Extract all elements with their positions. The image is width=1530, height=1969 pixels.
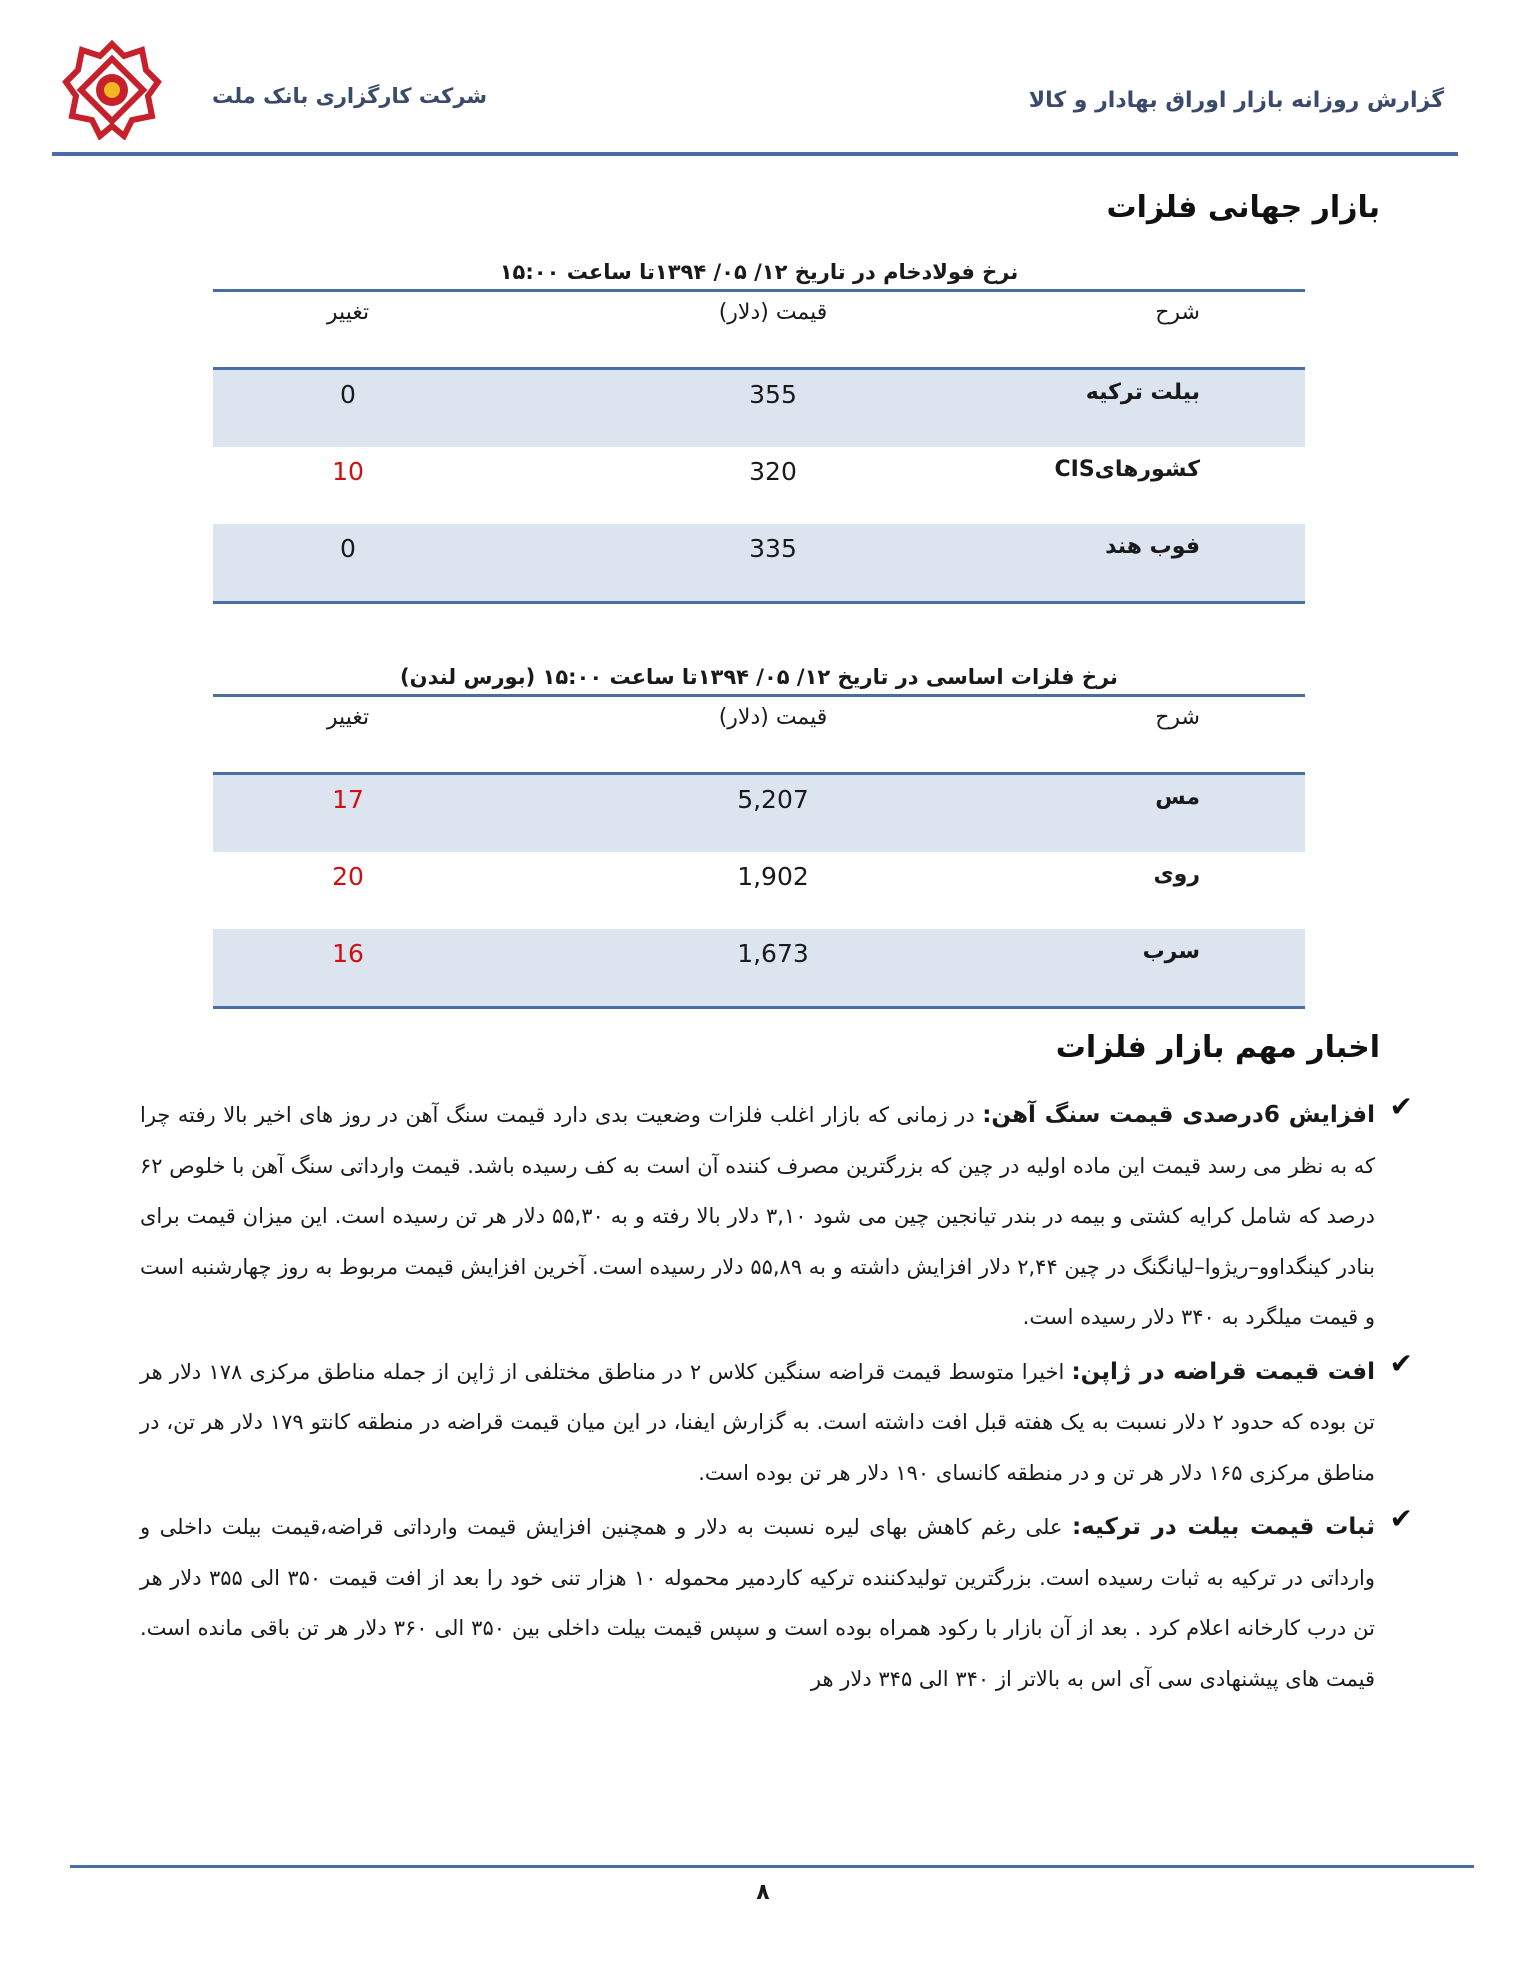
row-desc: روی (1153, 862, 1200, 887)
row-desc: سرب (1142, 939, 1200, 964)
table-header-row (213, 697, 1305, 775)
news-body: اخیرا متوسط قیمت قراضه سنگین کلاس ۲ در مناطق مختلفی از ژاپن از جمله مناطق مرکزی ۱۷۸ دلار هر تن بوده که حدود ۲ دلار نسبت به یک هفته قبل افت داشته است. به گزارش ایفنا، در این میان قیمت قراضه در منطقه کانتو ۱۷۹ دلار هر تن، در مناطق مرکزی ۱۶۵ دلار هر تن و در منطقه کانسای ۱۹۰ دلار هر تن بوده است. (140, 1359, 1375, 1485)
news-list (140, 1090, 1413, 1708)
table-row (213, 447, 1305, 524)
row-change: 17 (332, 785, 364, 814)
news-body: در زمانی که بازار اغلب فلزات وضعیت بدی دارد قیمت سنگ آهن در روز های اخیر بالا رفته چرا که به نظر می رسد قیمت این ماده اولیه در چین که بزرگترین مصرف کننده آن است به کف رسیده باشد. قیمت وارداتی سنگ آهن با خلوص ۶۲ درصد که شامل کرایه کشتی و بیمه در بندر تیانجین چین می شود ۳,۱۰ دلار بالا رفته و به ۵۵,۳۰ دلار هر تن رسیده است. این میزان قیمت برای بنادر کینگداوو–ریژوا–لیانگنگ در چین ۲,۴۴ دلار افزایش داشته و به ۵۵,۸۹ دلار رسیده است. آخرین افزایش قیمت مربوط به روز چهارشنبه است و قیمت میلگرد به ۳۴۰ دلار رسیده است. (140, 1103, 1375, 1329)
table-row (213, 370, 1305, 447)
row-price: 355 (749, 380, 797, 409)
row-change: 0 (340, 534, 356, 563)
news-paragraph (140, 1090, 1375, 1343)
row-desc: مس (1155, 785, 1200, 810)
checkmark-icon: ✔ (1389, 1090, 1413, 1123)
section-title-global-metals: بازار جهانی فلزات (1106, 190, 1380, 225)
page-header (52, 40, 1458, 150)
base-metals-table (213, 660, 1305, 1009)
section-title-metals-news: اخبار مهم بازار فلزات (1055, 1030, 1380, 1065)
row-price: 335 (749, 534, 797, 563)
row-price: 320 (749, 457, 797, 486)
header-desc: شرح (1155, 705, 1200, 730)
header-desc: شرح (1155, 300, 1200, 325)
row-change: 16 (332, 939, 364, 968)
header-price: قیمت (دلار) (718, 705, 828, 730)
page-number: ۸ (756, 1880, 770, 1905)
row-change: 0 (340, 380, 356, 409)
crude-steel-table (213, 255, 1305, 604)
row-change: 20 (332, 862, 364, 891)
news-body: علی رغم کاهش بهای لیره نسبت به دلار و همچنین افزایش قیمت وارداتی قراضه،قیمت بیلت داخلی و وارداتی در ترکیه به ثبات رسیده است. بزرگترین تولیدکننده ترکیه کاردمیر محموله ۱۰ هزار تنی خود را بعد از افت قیمت ۳۵۰ الی ۳۵۵ دلار هر تن درب کارخانه اعلام کرد . بعد از آن بازار با رکود همراه بوده است و سپس قیمت بیلت داخلی بین ۳۵۰ الی ۳۶۰ دلار هر تن باقی مانده است. قیمت های پیشنهادی سی آی اس به بالاتر از ۳۴۰ الی ۳۴۵ دلار هر (140, 1515, 1376, 1691)
report-title: گزارش روزانه بازار اوراق بهادار و کالا (1028, 88, 1444, 113)
news-headline: ثبات قیمت بیلت در ترکیه: (1071, 1514, 1375, 1540)
news-item (140, 1502, 1413, 1704)
news-item (140, 1346, 1413, 1499)
row-desc: بیلت ترکیه (1085, 380, 1200, 405)
news-item (140, 1090, 1413, 1343)
header-divider (52, 152, 1458, 156)
table-caption: نرخ فولادخام در تاریخ ۱۲/ ۰۵/ ۱۳۹۴تا ساعت ۱۵:۰۰ (499, 260, 1019, 284)
row-desc: فوب هند (1105, 534, 1200, 559)
header-change: تغییر (326, 705, 370, 730)
row-price: 1,673 (737, 939, 809, 968)
table-row (213, 929, 1305, 1006)
table-row (213, 775, 1305, 852)
table-row (213, 852, 1305, 929)
checkmark-icon: ✔ (1389, 1502, 1413, 1535)
table-bottom-rule (213, 1006, 1305, 1009)
company-name: شرکت کارگزاری بانک ملت (212, 84, 488, 108)
row-price: 1,902 (737, 862, 809, 891)
news-headline: افت قیمت قراضه در ژاپن: (1071, 1358, 1375, 1385)
row-desc: کشورهایCIS (1054, 457, 1200, 482)
header-change: تغییر (326, 300, 370, 325)
row-change: 10 (332, 457, 364, 486)
news-paragraph (140, 1347, 1375, 1499)
bank-mellat-logo-icon (62, 40, 162, 140)
row-price: 5,207 (737, 785, 809, 814)
table-caption: نرخ فلزات اساسی در تاریخ ۱۲/ ۰۵/ ۱۳۹۴تا ساعت ۱۵:۰۰ (بورس لندن) (400, 665, 1118, 689)
checkmark-icon: ✔ (1389, 1346, 1413, 1380)
news-headline: افزایش 6درصدی قیمت سنگ آهن: (982, 1102, 1375, 1128)
footer-divider (70, 1865, 1474, 1868)
header-price: قیمت (دلار) (718, 300, 828, 325)
table-row (213, 524, 1305, 601)
table-bottom-rule (213, 601, 1305, 604)
news-paragraph (140, 1502, 1375, 1704)
table-header-row (213, 292, 1305, 370)
